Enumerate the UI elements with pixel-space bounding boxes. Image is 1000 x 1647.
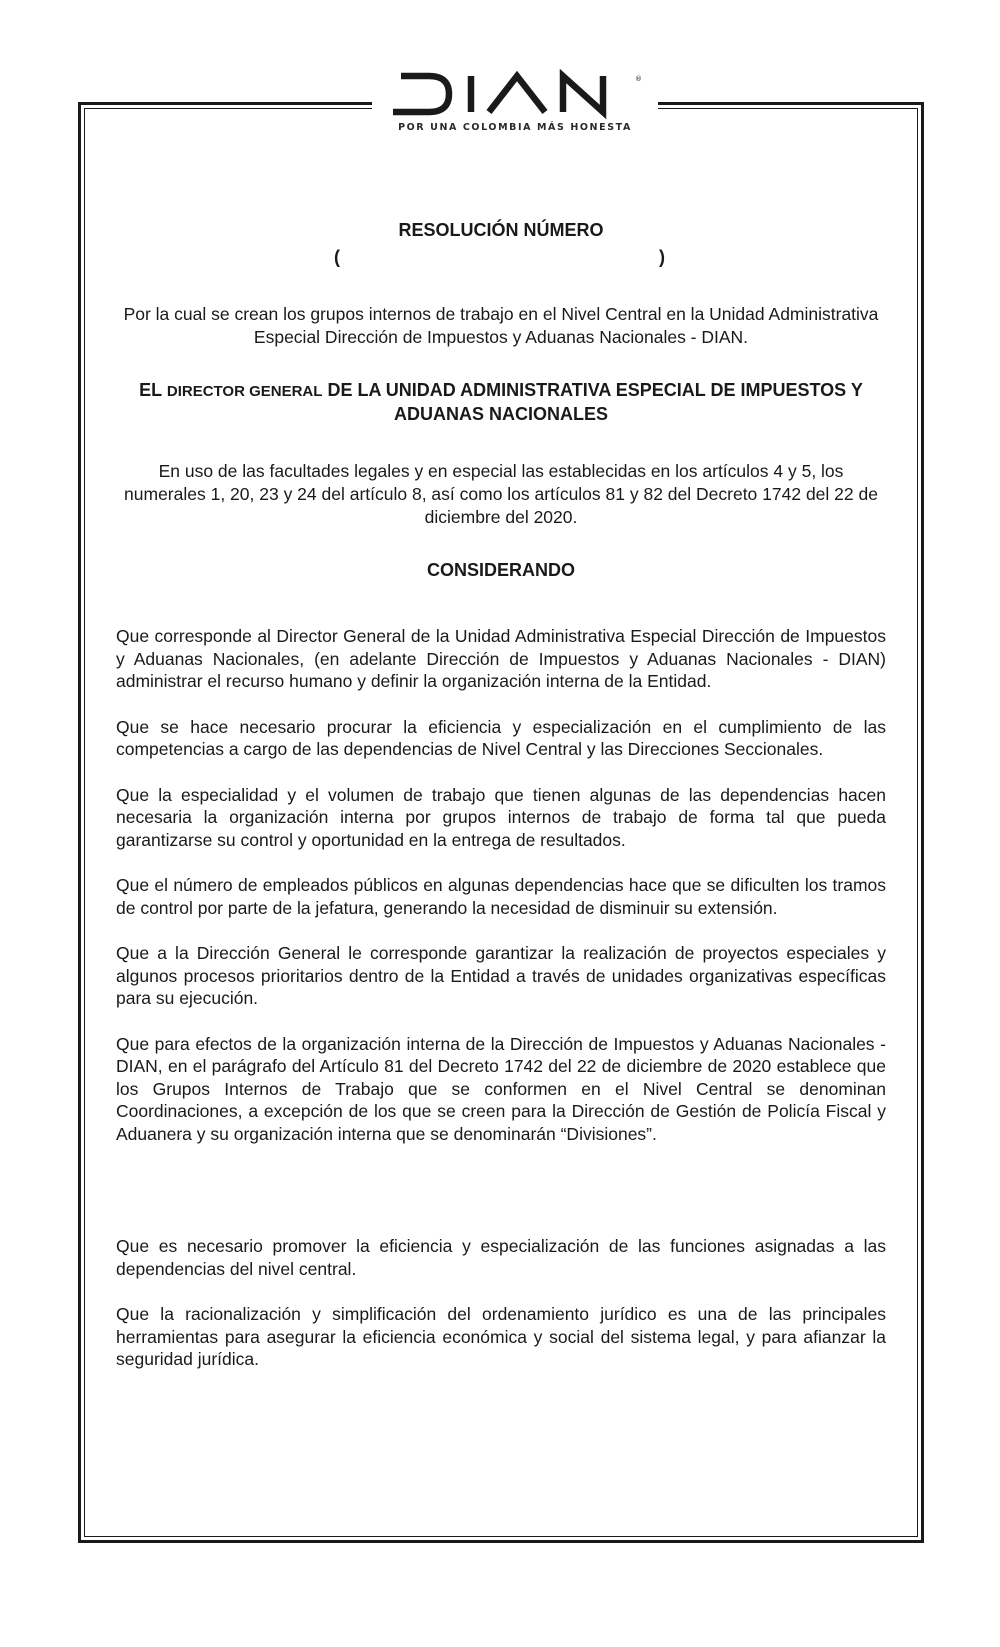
document-body <box>116 216 886 1371</box>
resolution-number-placeholder <box>116 247 886 273</box>
dian-wordmark-logo <box>389 72 641 116</box>
authority-title: DIRECTOR GENERAL <box>166 383 323 400</box>
considerando-paragraph: Que se hace necesario procurar la eficiencia y especialización en el cumplimiento de las competencias a cargo de las dependencias de Nivel Central y las Direcciones Seccionales. <box>116 716 886 759</box>
resolution-number-close-paren: ) <box>659 247 665 267</box>
issuing-authority <box>116 379 886 426</box>
dian-logo <box>372 66 658 142</box>
considerando-paragraph: Que corresponde al Director General de la Unidad Administrativa Especial Dirección de Impuestos y Aduanas Nacionales, (en adelante Dirección de Impuestos y Aduanas Nacionales - DIAN) administrar el recurso humano y definir la organización interna de la Entidad. <box>116 626 886 691</box>
considerando-paragraph: Que a la Dirección General le corresponde garantizar la realización de proyectos especiales y algunos procesos prioritarios dentro de la Entidad a través de unidades organizativas específicas para su ejecución. <box>116 943 886 1008</box>
legal-powers: En uso de las facultades legales y en especial las establecidas en los artículos 4 y 5, los numerales 1, 20, 23 y 24 del artículo 8, así como los artículos 81 y 82 del Decreto 1742 del 22 de diciembre del 2020. <box>124 461 878 527</box>
considerando-paragraph: Que para efectos de la organización interna de la Dirección de Impuestos y Aduanas Nacionales - DIAN, en el parágrafo del Artículo 81 del Decreto 1742 del 22 de diciembre de 2020 establece que los Grupos Internos de Trabajo que se conformen en el Nivel Central se denominan Coordinaciones, a excepción de los que se creen para la Dirección de Gestión de Policía Fiscal y Aduanera y su organización interna que se denominarán “Divisiones”. <box>116 1033 886 1144</box>
logo-slogan: POR UNA COLOMBIA MÁS HONESTA <box>398 122 632 133</box>
considerando-paragraph: Que el número de empleados públicos en algunas dependencias hace que se dificulten los tramos de control por parte de la jefatura, generando la necesidad de disminuir su extensión. <box>116 875 886 918</box>
resolution-title: RESOLUCIÓN NÚMERO <box>398 220 604 240</box>
considerando-paragraph: Que es necesario promover la eficiencia y especialización de las funciones asignadas a las dependencias del nivel central. <box>116 1236 886 1279</box>
resolution-number-open-paren: ( <box>334 247 340 267</box>
resolution-subject: Por la cual se crean los grupos internos de trabajo en el Nivel Central en la Unidad Administrativa Especial Dirección de Impuestos y Aduanas Nacionales - DIAN. <box>123 304 879 347</box>
authority-entity: DE LA UNIDAD ADMINISTRATIVA ESPECIAL DE IMPUESTOS Y ADUANAS NACIONALES <box>322 380 863 424</box>
considerando-heading: CONSIDERANDO <box>426 560 575 580</box>
authority-article: EL <box>139 380 167 400</box>
considerando-paragraph: Que la especialidad y el volumen de trabajo que tienen algunas de las dependencias hacen necesaria la organización interna por grupos internos de trabajo de forma tal que pueda garantizarse su control y oportunidad en la entrega de resultados. <box>116 784 886 850</box>
considerando-paragraph: Que la racionalización y simplificación del ordenamiento jurídico es una de las principales herramientas para asegurar la eficiencia económica y social del sistema legal, y para afianzar la seguridad jurídica. <box>116 1304 886 1369</box>
svg-text:®: ® <box>635 75 642 83</box>
